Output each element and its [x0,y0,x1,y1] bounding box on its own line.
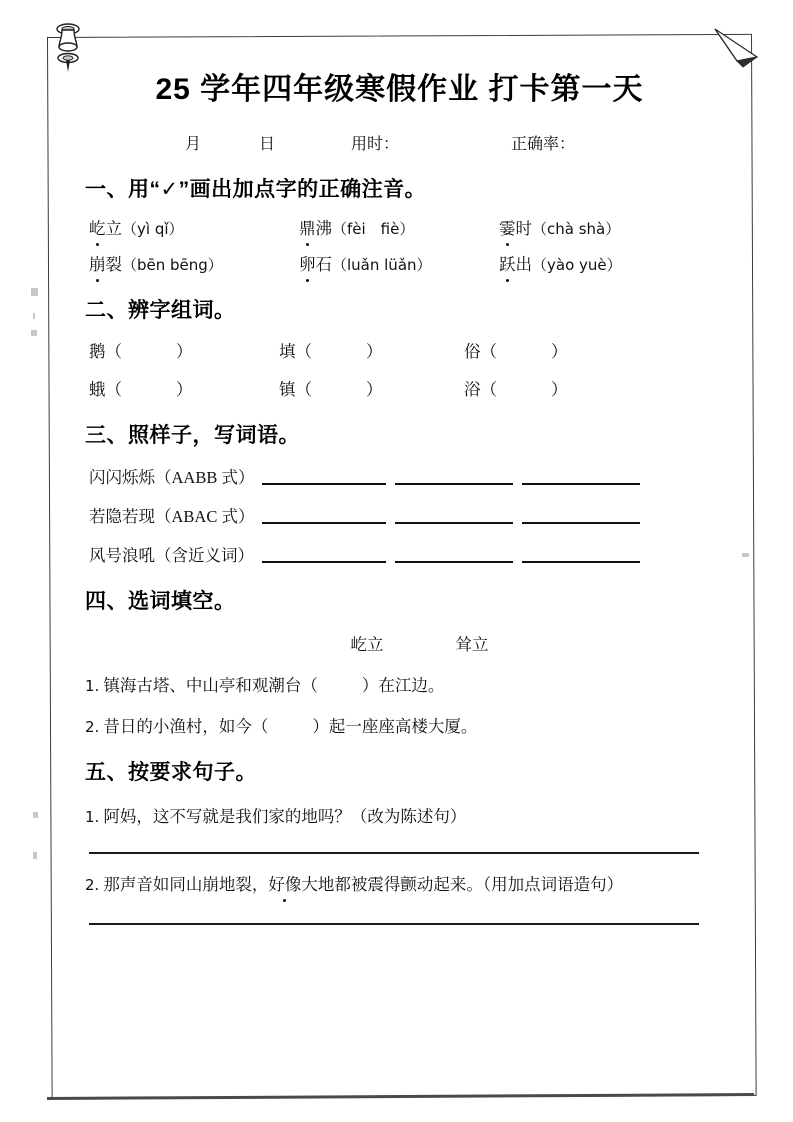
dotted-char: 霎 [499,215,516,239]
prompt-char: 浴 [464,380,481,399]
question-number: 1. [85,808,100,826]
char-word-item[interactable] [464,338,568,362]
question-number: 1. [85,677,100,695]
fill-blank-question [85,713,734,737]
section-1-heading: 一、用“✓”画出加点字的正确注音。 [85,178,427,201]
dotted-char: 卵 [299,251,316,275]
pinyin-choices: （luǎn lüǎn） [332,256,432,274]
pinyin-item[interactable] [499,215,620,239]
fill-blank-question [85,672,734,696]
section-2-row-2 [89,376,734,400]
prompt-char: 镇 [279,380,296,399]
dotted-char: 鼎 [299,215,316,239]
char-word-item[interactable] [464,376,568,400]
answer-line[interactable] [89,923,699,925]
pattern-answer-lines [262,522,640,527]
scan-artifact [33,313,35,319]
pattern-label: 风号浪吼（含近义词） [89,546,254,565]
question-number: 2. [85,718,100,736]
worksheet-content [47,37,752,1099]
answer-line[interactable] [522,483,640,485]
question-text-before: 昔日的小渔村，如今（ [103,717,269,736]
pinyin-item[interactable] [499,251,622,275]
char-word-item[interactable] [279,376,464,400]
paren-open: （ [105,380,122,399]
pinyin-choices: （bēn bēng） [122,256,223,274]
pinyin-item[interactable] [299,251,499,275]
meta-day-label: 日 [259,136,276,153]
prompt-char: 填 [279,342,296,361]
section-2-heading: 二、辨字组词。 [85,299,236,322]
pinyin-item[interactable] [89,215,299,239]
pattern-row [89,464,734,488]
paren-open: （ [295,342,312,361]
scan-artifact [33,812,38,818]
section-1-row-1 [89,215,734,239]
pinyin-choices: （chà shà） [532,220,621,238]
word-rest: 时 [515,219,532,238]
section-5-heading: 五、按要求句子。 [85,761,257,784]
question-text-after: ）在江边。 [361,676,445,695]
answer-line[interactable] [395,522,513,524]
section-3-heading: 三、照样子，写词语。 [85,424,300,447]
paren-close: ） [551,380,568,399]
dotted-char: 崩 [89,251,106,275]
char-word-item[interactable] [89,338,279,362]
sentence-question [85,871,734,895]
paren-close: ） [366,342,383,361]
paren-open: （ [105,342,122,361]
paren-close: ） [176,342,193,361]
word-rest: 石 [315,255,332,274]
paren-open: （ [480,342,497,361]
pinyin-choices: （yào yuè） [532,256,622,274]
paren-close: ） [176,380,193,399]
question-text: 阿妈，这不写就是我们家的地吗？（改为陈述句） [103,807,467,826]
pinyin-choices: （fèi fiè） [332,220,415,238]
question-text-prefix: 那声音如同山崩地裂， [103,875,269,894]
section-4-heading: 四、选词填空。 [85,590,236,613]
question-text-before: 镇海古塔、中山亭和观潮台（ [103,676,318,695]
word-rest: 裂 [105,255,122,274]
answer-line[interactable] [262,522,386,524]
answer-line[interactable] [395,561,513,563]
pattern-answer-lines [262,561,640,566]
word-rest: 沸 [315,219,332,238]
meta-accuracy-label: 正确率： [511,136,576,153]
pinyin-choices: （yì qǐ） [122,220,184,238]
dotted-word: 好像 [268,871,301,895]
word-rest: 出 [515,255,532,274]
dotted-char: 屹 [89,215,106,239]
question-text-suffix: 大地都被震得颤动起来。（用加点词语造句） [301,875,624,894]
char-word-item[interactable] [279,338,464,362]
pattern-label: 闪闪烁烁（AABB 式） [89,468,255,487]
answer-line[interactable] [262,483,386,485]
word-rest: 立 [105,219,122,238]
worksheet-meta-row [65,131,734,154]
sentence-question [85,803,734,827]
question-text-after: ）起一座座高楼大厦。 [312,717,478,736]
scan-artifact [31,288,38,296]
paren-close: ） [551,342,568,361]
prompt-char: 鹅 [89,342,106,361]
scan-artifact [31,330,37,336]
pattern-row [89,503,734,527]
paren-open: （ [480,380,497,399]
word-bank-option[interactable]: 屹立 [350,635,384,654]
meta-time-label: 用时： [351,136,400,153]
pinyin-item[interactable] [299,215,499,239]
page-title: 25 学年四年级寒假作业 打卡第一天 [155,73,644,106]
question-number: 2. [85,876,100,894]
pattern-row [89,542,734,566]
dotted-char: 跃 [499,251,516,275]
paren-open: （ [295,380,312,399]
pattern-answer-lines [262,483,640,488]
prompt-char: 俗 [464,342,481,361]
pattern-label: 若隐若现（ABAC 式） [89,507,255,526]
meta-month-label: 月 [185,136,202,153]
paren-close: ） [366,380,383,399]
answer-line[interactable] [395,483,513,485]
word-bank-option[interactable]: 耸立 [455,635,489,654]
answer-line[interactable] [89,852,699,854]
prompt-char: 蛾 [89,380,106,399]
pinyin-item[interactable] [89,251,299,275]
scan-artifact [33,852,37,859]
char-word-item[interactable] [89,376,279,400]
word-bank [65,631,734,655]
answer-line[interactable] [522,522,640,524]
section-1-row-2 [89,251,734,275]
section-2-row-1 [89,338,734,362]
answer-line[interactable] [262,561,386,563]
answer-line[interactable] [522,561,640,563]
